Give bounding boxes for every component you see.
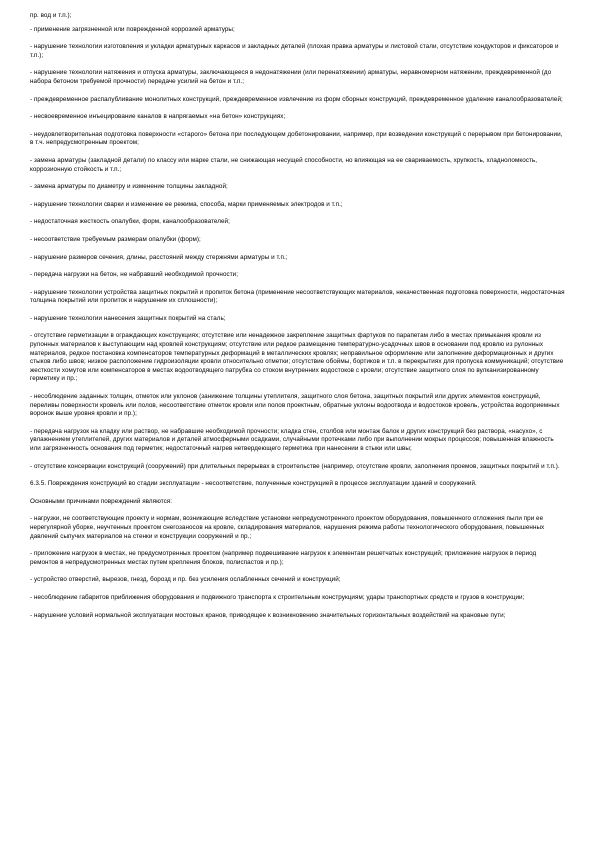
document-paragraph: 6.3.5. Повреждения конструкций во стадии эксплуатации - несоответствие, полученные конструкцией в процессе эксплуатации зданий и сооружений. [30,480,477,488]
document-paragraph: - передача нагрузок на кладку или раствор, не набравшие необходимой прочности; кладка стен, столбов или монтаж балок и других конструкций без раствора, «насухо», с увлажнением утеплителей, других материалов и деталей атмосферными осадками, случайными протечками либо при выполнении мокрых процессов; повышенная влажность или загрязненность основания под герметик; недостаточный нагрев нетвердеющего герметика при нанесении в стыки или швы; [30,427,554,452]
document-paragraph: - приложение нагрузок в местах, не предусмотренных проектом (например подвешивание нагрузок к элементам решетчатых конструкций; приложение нагрузок в период ремонтов в непредусмотренных местах путем крепления блоков, полиспастов и пр.); [30,550,537,566]
document-paragraph: - нарушение технологии сварки и изменение ее режима, способа, марки применяемых электродов и т.п.; [30,200,343,208]
document-paragraph: - нарушение технологии устройства защитных покрытий и пропиток бетона (применение несоответствующих материалов, некачественная подготовка поверхности, недостаточная толщина покрытий или пропиток и нарушение их сплошности); [30,288,565,305]
document-paragraph: - неудовлетворительная подготовка поверхности «старого» бетона при последующем добетонировании, например, при возведении конструкций с перерывом при бетонировании, в т.ч. непредусмотренным проектом; [30,130,563,147]
document-paragraph: - замена арматуры по диаметру и изменение толщины закладной; [30,183,228,191]
document-paragraph: - замена арматуры (закладной детали) по классу или марке стали, не снижающая несущей способности, но влияющая на ее свариваемость, хрупкость, хладноломкость, коррозионную стойкость и т.п.; [30,156,538,173]
document-paragraph: - отсутствие консервации конструкций (сооружений) при длительных перерывах в строительстве (например, отсутствие кровли, заполнения проемов, защитных покрытий и т.п.). [30,462,560,470]
document-paragraph: - несвоевременное инъецирование каналов в напрягаемых «на бетон» конструкциях; [30,113,286,121]
document-paragraph: - преждевременное распалубливание монолитных конструкций, преждевременное извлечение из форм сборных конструкций, преждевременное удаление каналообразователей; [30,95,563,103]
document-body [30,12,565,620]
document-paragraph: - нарушение размеров сечения, длины, расстояний между стержнями арматуры и т.п.; [30,253,288,261]
document-paragraph: - устройство отверстий, вырезов, гнезд, борозд и пр. без усиления ослабленных сечений и конструкций; [30,576,341,584]
document-paragraph: - несоответствие требуемым размерам опалубки (форм); [30,235,201,243]
document-paragraph: пр. вод и т.п.); [30,12,72,19]
document-paragraph: - нарушение технологии натяжения и отпуска арматуры, заключающееся в недонатяжении (или перенатяжении) арматуры, неравномерном натяжении, преждевременной (до набора бетоном требуемой прочности) передаче усилий на бетон и т.п.; [30,69,552,85]
document-paragraph: - отсутствие герметизации в ограждающих конструкциях; отсутствие или ненадежное закрепление защитных фартуков по парапетам либо в местах примыкания кровли из рулонных материалов к выступающим над кровлей конструкциям; отсутствие или редкое размещение температурно-усадочных швов в основании под кровлю из рулонных материалов, редкое постановка компенсаторов температурных деформаций в металлических кровлях; неправильное оформление или заполнение деформационных и других стыков либо швов; низкое расположение гидроизоляции кровли относительно отметки; отсутствие обоймы, бортиков и т.п. в перекрытиях для пропуска коммуникаций; отсутствие жесткости хомутов или компенсаторов в местах водоотводящего патрубка со стоком внутренних водостоков с кровли; отсутствие защитного слоя по вулканизированному герметику и пр.; [30,332,564,383]
document-paragraph: - нарушение технологии изготовления и укладки арматурных каркасов и закладных деталей (плохая правка арматуры и листовой стали, отсутствие кондукторов и фиксаторов и т.п.); [30,43,559,59]
document-paragraph: Основными причинами повреждений являются: [30,497,173,505]
document-paragraph: - нарушение условий нормальной эксплуатации мостовых кранов, приводящее к возникновению значительных горизонтальных воздействий на крановые пути; [30,611,506,619]
document-paragraph: - несоблюдение габаритов приближения оборудования и подвижного транспорта к строительным конструкциям; удары транспортных средств и грузов в конструкции; [30,593,525,601]
document-paragraph: - нарушение технологии нанесения защитных покрытий на сталь; [30,314,226,322]
document-paragraph: - передача нагрузки на бетон, не набравший необходимой прочности; [30,271,239,279]
document-paragraph: - применение загрязненной или поврежденной коррозией арматуры; [30,25,235,33]
document-paragraph: - несоблюдение заданных толщин, отметок или уклонов (занижение толщины утеплителя, защитного слоя бетона, защитных покрытий или других элементов конструкций, переливы поверхности кровель или полов, несоответствие отметок кровли или полов проектным, обратные уклоны водоотвода и водостоков кровель, устройства водоприемных воронок выше уровня кровли и пр.); [30,393,560,418]
document-paragraph: - нагрузки, не соответствующие проекту и нормам, возникающие вследствие установки непредусмотренного проектом оборудования, повышенного отложения пыли при ее нерегулярной уборке, неучтенных проектом снегозаносов на кровле, складирования материалов, нарушения режима работы технологического оборудования, повышенных давлений сыпучих материалов на стенки и конструкции сооружений и пр.; [30,515,545,540]
document-paragraph: - недостаточная жесткость опалубки, форм, каналообразователей; [30,218,230,226]
